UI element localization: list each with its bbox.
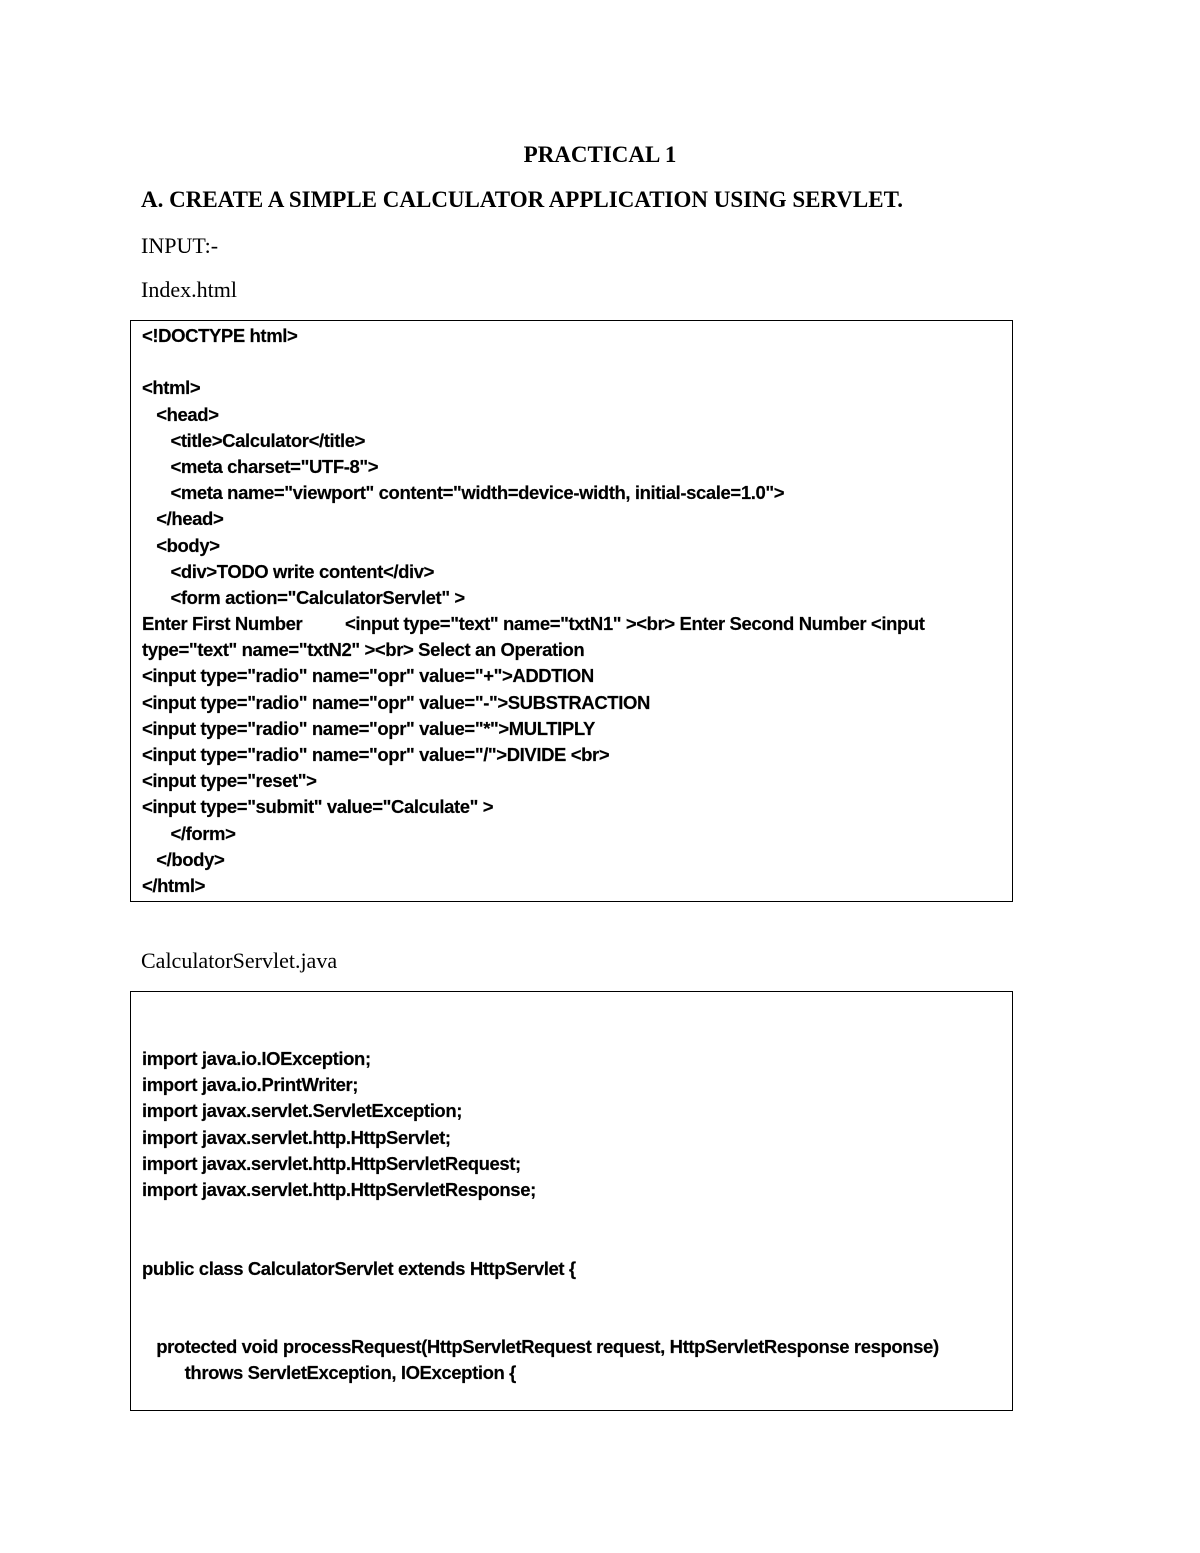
code-line: public class CalculatorServlet extends HttpServlet { — [142, 1257, 576, 1279]
code-line: protected void processRequest(HttpServletRequest request, HttpServletResponse response) — [142, 1336, 939, 1358]
code-line: throws ServletException, IOException { — [142, 1362, 516, 1384]
code-line: import javax.servlet.ServletException; — [142, 1100, 462, 1122]
code-line — [142, 1308, 1012, 1334]
code-line: </head> — [142, 508, 224, 530]
code-line: <!DOCTYPE html> — [142, 325, 298, 346]
code-line: <input type="radio" name="opr" value="/">DIVIDE <br> — [142, 744, 610, 765]
file-name-calculator-servlet: CalculatorServlet.java — [141, 948, 338, 973]
input-label: INPUT:- — [141, 233, 219, 258]
code-line: <input type="radio" name="opr" value="+">ADDTION — [142, 665, 594, 687]
code-line: <input type="radio" name="opr" value="-">SUBSTRACTION — [142, 691, 650, 713]
code-line: <input type="submit" value="Calculate" > — [142, 796, 494, 818]
code-line: import java.io.PrintWriter; — [142, 1074, 359, 1096]
code-line: import javax.servlet.http.HttpServletResponse; — [142, 1178, 536, 1200]
code-line: Enter First Number <input type="text" name="txtN1" ><br> Enter Second Number <input — [142, 613, 925, 635]
file-name-index-html: Index.html — [141, 277, 237, 302]
code-line: <input type="radio" name="opr" value="*">MULTIPLY — [142, 717, 595, 739]
code-line: </body> — [142, 848, 225, 870]
code-line: import javax.servlet.http.HttpServlet; — [142, 1126, 451, 1148]
code-line: import java.io.IOException; — [142, 1048, 371, 1069]
code-line: <div>TODO write content</div> — [142, 560, 435, 582]
page-title: PRACTICAL 1 — [523, 142, 677, 167]
code-line: <meta name="viewport" content="width=device-width, initial-scale=1.0"> — [142, 482, 785, 504]
code-line: <form action="CalculatorServlet" > — [142, 586, 465, 608]
code-box-index-html — [130, 320, 1013, 902]
code-line: import javax.servlet.http.HttpServletRequest; — [142, 1152, 521, 1174]
practical-subtitle: A. CREATE A SIMPLE CALCULATOR APPLICATION USING SERVLET. — [141, 187, 903, 212]
code-line — [142, 349, 1012, 375]
code-line: <body> — [142, 534, 220, 556]
code-line: <input type="reset"> — [142, 770, 317, 792]
code-box-calculator-servlet — [130, 991, 1013, 1411]
code-line: <html> — [142, 377, 201, 399]
code-line: <title>Calculator</title> — [142, 429, 366, 451]
code-line: </html> — [142, 874, 205, 896]
code-line: <head> — [142, 403, 219, 425]
code-line — [142, 1282, 1012, 1308]
code-line: </form> — [142, 822, 236, 844]
code-line — [142, 1203, 1012, 1229]
code-line: <meta charset="UTF-8"> — [142, 455, 379, 477]
code-line — [142, 1229, 1012, 1255]
code-line: type="text" name="txtN2" ><br> Select an Operation — [142, 639, 585, 661]
